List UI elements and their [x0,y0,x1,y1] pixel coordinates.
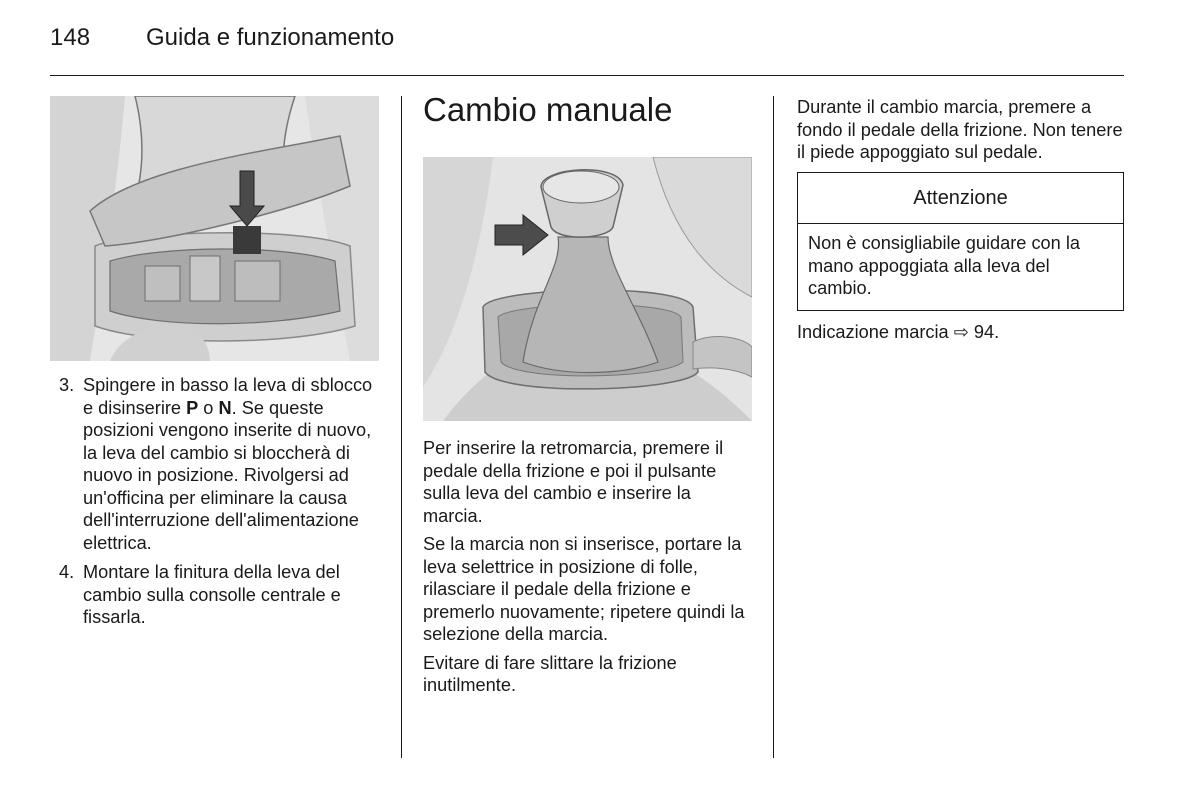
chapter-title: Guida e funzionamento [146,24,395,51]
paragraph: Per inserire la retromarcia, premere il pedale della frizione e poi il pulsante sulla leva del cambio e inserire la marcia. [423,438,724,526]
step-item [50,561,380,629]
notice-body: Non è consigliabile guidare con la mano appoggiata alla leva del cambio. [808,233,1080,298]
step-number: 3. [59,375,75,395]
gear-knob-illustration [423,157,752,421]
step-item [50,374,380,554]
paragraph: Evitare di fare slittare la frizione inutilmente. [423,652,677,695]
clutch-intro-paragraph: Durante il cambio marcia, premere a fondo il pedale della frizione. Non tenere il piede appoggiato sul pedale. [797,97,1123,162]
arrow-ref-icon: ⇨ [953,322,969,342]
warning-notice-box [797,172,1124,311]
step-number: 4. [59,562,75,582]
header-rule [50,75,1124,76]
column-divider [401,96,402,758]
section-title: Cambio manuale [423,91,673,128]
crossref-page: 94. [973,322,1000,342]
cross-reference [797,321,999,344]
gear-position-n: N [218,397,232,418]
step-text: o [198,397,219,418]
instruction-steps [50,374,380,636]
column-divider [773,96,774,758]
console-release-lever-illustration [50,96,379,361]
gear-position-p: P [186,397,199,418]
step-text: Montare la finitura della leva del cambio sulla consolle centrale e fissarla. [83,562,341,627]
reverse-gear-instructions [423,437,753,703]
paragraph: Se la marcia non si inserisce, portare la leva selettrice in posizione di folle, rilasciare il pedale della frizione e premerlo nuovamente; ripetere quindi la selezione della marcia. [423,534,745,644]
notice-heading: Attenzione [798,173,1123,224]
page-number: 148 [50,24,91,51]
step-text: . Se queste posizioni vengono inserite di nuovo, la leva del cambio si bloccherà di nuovo in posizione. Rivolgersi ad un'officina per eliminare la causa dell'interruzione dell'alimentazione elettrica. [83,397,372,553]
step-text: Spingere in basso la leva di sblocco e disinserire [83,375,373,418]
crossref-text: Indicazione marcia [797,322,949,342]
